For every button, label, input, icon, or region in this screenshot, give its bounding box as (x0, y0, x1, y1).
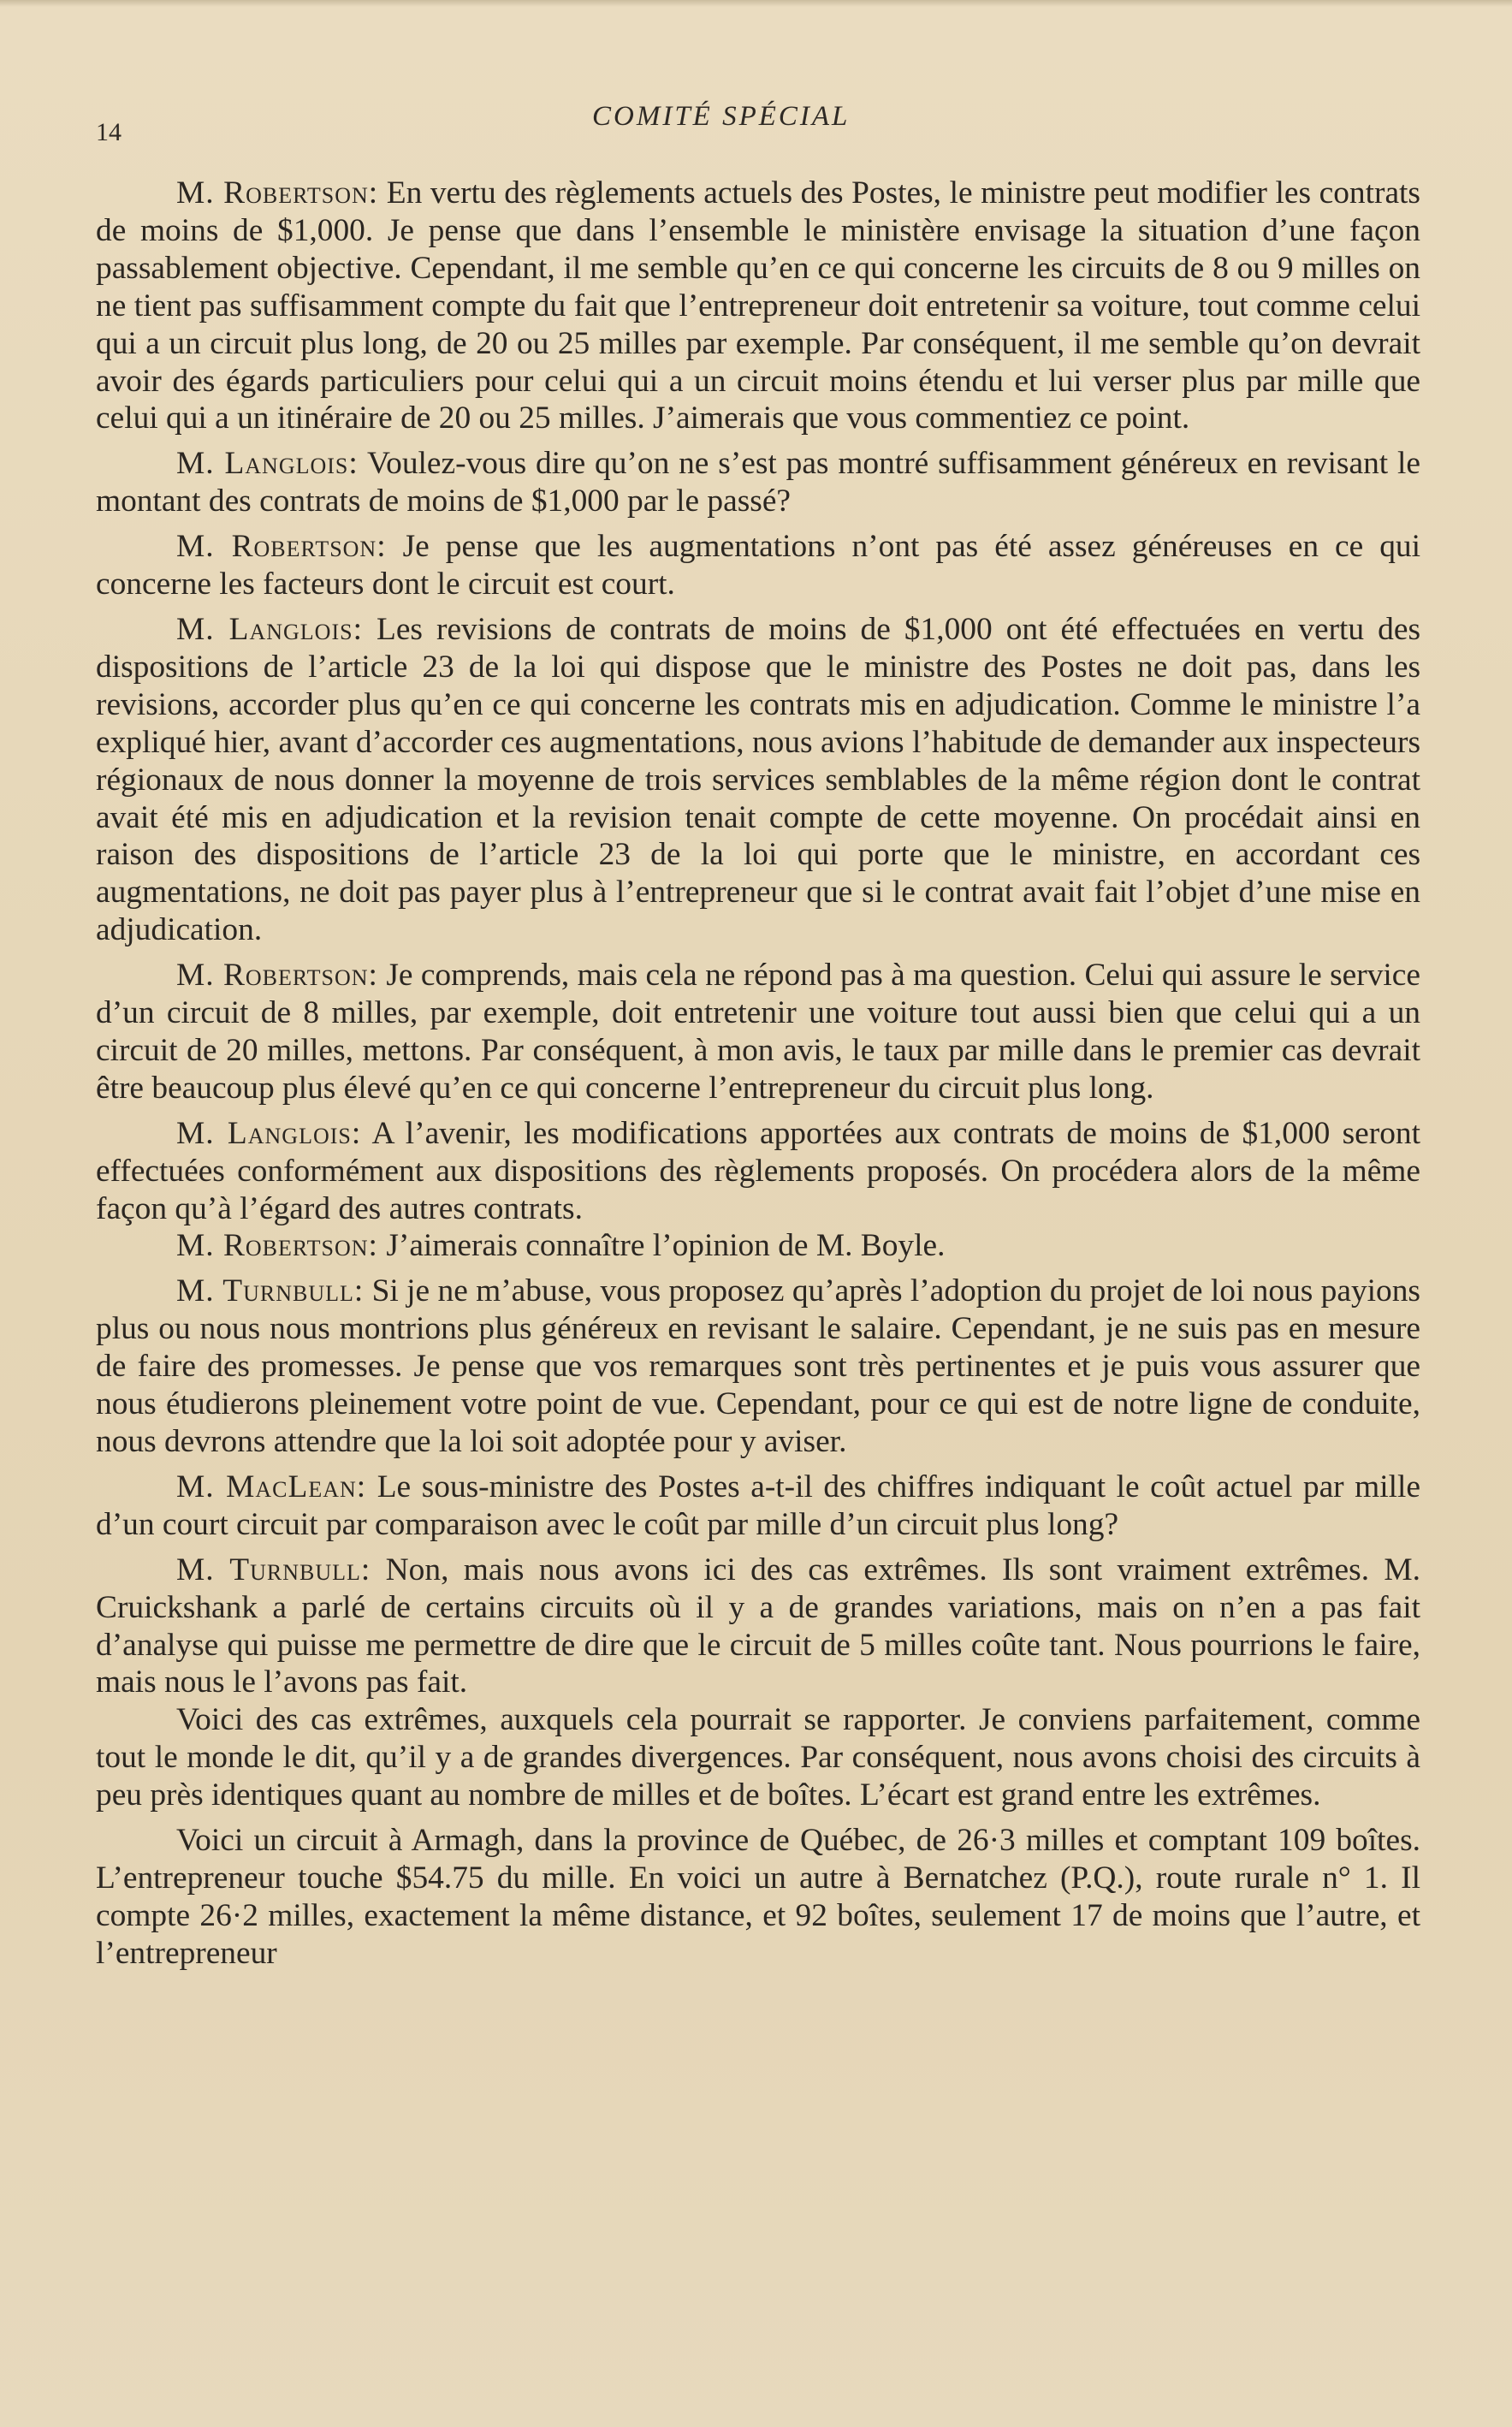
paragraph (96, 611, 1420, 949)
speaker-name: M. Turnbull: (176, 1552, 371, 1587)
paragraph (96, 175, 1420, 437)
speech-text: Je pense que les augmentations n’ont pas été assez généreuses en ce qui concerne les facteurs dont le circuit est court. (96, 529, 1420, 602)
speech-text: Non, mais nous avons ici des cas extrêmes. Ils sont vraiment extrêmes. M. Cruickshank a parlé de certains circuits où il y a de grandes variations, mais on n’en a pas fait d’analyse qui puisse me permettre de dire que le circuit de 5 milles coûte tant. Nous pourrions le faire, mais nous le l’avons pas fait. (96, 1552, 1420, 1700)
speech-text: A l’avenir, les modifications apportées aux contrats de moins de $1,000 seront effectuées conformément aux dispositions des règlements proposés. On procédera alors de la même façon qu’à l’égard des autres contrats. (96, 1115, 1420, 1226)
paragraph (96, 1273, 1420, 1461)
speech-text: Les revisions de contrats de moins de $1,000 ont été effectuées en vertu des dispositions de l’article 23 de la loi qui dispose que le ministre des Postes ne doit pas, dans les revisions, accorder plus qu’en ce qui concerne les contrats mis en adjudication. Comme le ministre l’a expliqué hier, avant d’accorder ces augmentations, nous avions l’habitude de demander aux inspecteurs régionaux de nous donner la moyenne de trois services semblables de la même région dont le contrat avait été mis en adjudication et la revision tenait compte de cette moyenne. On procédait ainsi en raison des dispositions de l’article 23 de la loi qui porte que le ministre, en accordant ces augmentations, ne doit pas payer plus à l’entrepreneur que si le contrat avait fait l’objet d’une mise en adjudication. (96, 611, 1420, 948)
page-number: 14 (96, 118, 122, 146)
speaker-name: M. Langlois: (176, 446, 359, 482)
page-header (96, 101, 1414, 144)
body-text (96, 175, 1420, 1973)
paragraph (96, 1552, 1420, 1702)
speech-text: Voulez-vous dire qu’on ne s’est pas montré suffisamment généreux en revisant le montant des contrats de moins de $1,000 par le passé? (96, 446, 1420, 519)
speaker-name: M. Robertson: (176, 529, 387, 565)
speech-text: Je comprends, mais cela ne répond pas à ma question. Celui qui assure le service d’un circuit de 8 milles, par exemple, doit entretenir une voiture tout aussi bien que celui qui a un circuit de 20 milles, mettons. Par conséquent, à mon avis, le taux par mille dans le premier cas devrait être beaucoup plus élevé qu’en ce qui concerne l’entrepreneur du circuit plus long. (96, 958, 1420, 1106)
speaker-name: M. Langlois: (176, 1115, 362, 1151)
speaker-name: M. Robertson: (176, 958, 378, 994)
paragraph (96, 528, 1420, 603)
speaker-name: M. Robertson: (176, 1228, 378, 1264)
speaker-name: M. MacLean: (176, 1469, 367, 1504)
paragraph (96, 445, 1420, 520)
paragraph (96, 1469, 1420, 1544)
paragraph (96, 1227, 1420, 1265)
paragraph (96, 1701, 1420, 1814)
speech-text: J’aimerais connaître l’opinion de M. Boyle. (386, 1228, 946, 1264)
running-title: COMITÉ SPÉCIAL (592, 101, 851, 132)
speech-text: En vertu des règlements actuels des Postes, le ministre peut modifier les contrats de moins de $1,000. Je pense que dans l’ensemble le ministère envisage la situation d’une façon passablement objective. Cependant, il me semble qu’en ce qui concerne les circuits de 8 ou 9 milles on ne tient pas suffisamment compte du fait que l’entrepreneur doit entretenir sa voiture, tout comme celui qui a un circuit plus long, de 20 ou 25 milles par exemple. Par conséquent, il me semble qu’on devrait avoir des égards particuliers pour celui qui a un circuit moins étendu et lui verser plus par mille que celui qui a un itinéraire de 20 ou 25 milles. J’aimerais que vous commentiez ce point. (96, 175, 1420, 436)
page-edge-shadow (0, 0, 1512, 7)
speech-text: Voici des cas extrêmes, auxquels cela pourrait se rapporter. Je conviens parfaitement, comme tout le monde le dit, qu’il y a de grandes divergences. Par conséquent, nous avons choisi des circuits à peu près identiques quant au nombre de milles et de boîtes. L’écart est grand entre les extrêmes. (96, 1702, 1420, 1813)
speech-text: Si je ne m’abuse, vous proposez qu’après l’adoption du projet de loi nous payions plus ou nous nous montrions plus généreux en revisant le salaire. Cependant, je ne suis pas en mesure de faire des promesses. Je pense que vos remarques sont très pertinentes et je puis vous assurer que nous étudierons pleinement votre point de vue. Cependant, pour ce qui est de notre ligne de conduite, nous devrons attendre que la loi soit adoptée pour y aviser. (96, 1273, 1420, 1459)
paragraph (96, 1115, 1420, 1228)
speaker-name: M. Langlois: (176, 611, 363, 647)
speaker-name: M. Turnbull: (176, 1273, 365, 1309)
speech-text: Le sous-ministre des Postes a-t-il des chiffres indiquant le coût actuel par mille d’un court circuit par comparaison avec le coût par mille d’un circuit plus long? (96, 1469, 1420, 1542)
paragraph (96, 1822, 1420, 1973)
speaker-name: M. Robertson: (176, 175, 379, 211)
speech-text: Voici un circuit à Armagh, dans la province de Québec, de 26·3 milles et comptant 109 boîtes. L’entrepreneur touche $54.75 du mille. En voici un autre à Bernatchez (P.Q.), route rurale n° 1. Il compte 26·2 milles, exactement la même distance, et 92 boîtes, seulement 17 de moins que l’autre, et l’entrepreneur (96, 1823, 1420, 1971)
paragraph (96, 957, 1420, 1107)
